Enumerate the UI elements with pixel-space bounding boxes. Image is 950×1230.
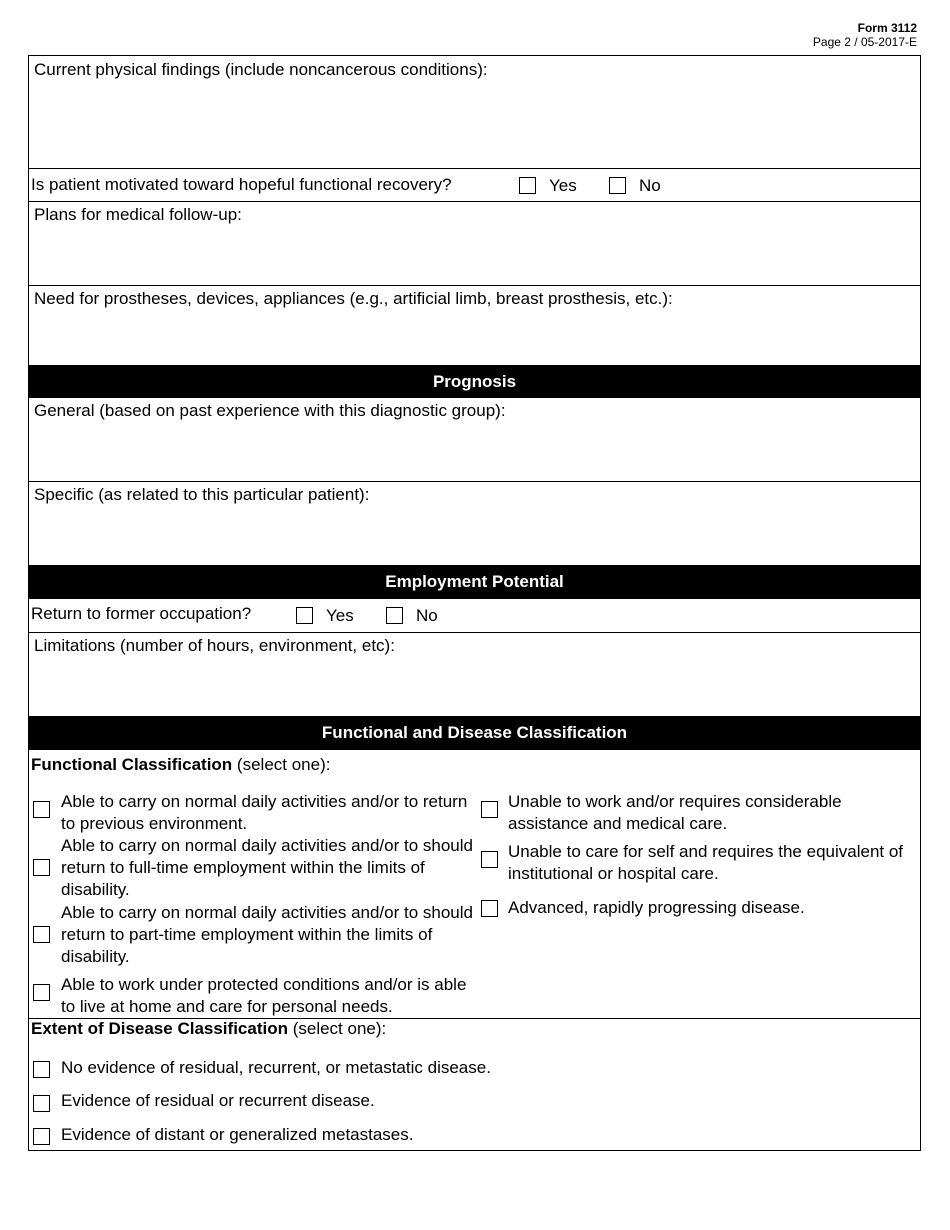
return-occupation-question: Return to former occupation?	[31, 604, 252, 623]
functional-option-label: Unable to work and/or requires considerable assistance and medical care.	[508, 792, 842, 833]
form-number: Form 3112	[857, 21, 917, 35]
plans-followup-field[interactable]	[29, 201, 920, 285]
extent-option-label: No evidence of residual, recurrent, or metastatic disease.	[61, 1058, 491, 1077]
functional-classification-block	[29, 750, 920, 1018]
current-findings-field[interactable]	[29, 56, 920, 168]
motivation-no-label: No	[639, 176, 661, 195]
prognosis-general-label: General (based on past experience with this diagnostic group):	[34, 401, 506, 420]
prognosis-specific-label: Specific (as related to this particular patient):	[34, 485, 370, 504]
current-findings-label: Current physical findings (include noncancerous conditions):	[34, 60, 488, 79]
return-occupation-row	[29, 599, 920, 632]
prognosis-section-header	[29, 365, 920, 398]
functional-option-label: Able to carry on normal daily activities and/or to should return to part-time employment within the limits of disability.	[61, 903, 473, 966]
functional-option-checkbox[interactable]	[33, 926, 50, 943]
functional-option-checkbox[interactable]	[33, 984, 50, 1001]
functional-option-checkbox[interactable]	[481, 801, 498, 818]
functional-classification-suffix: (select one):	[232, 755, 331, 774]
motivation-yes-label: Yes	[549, 176, 577, 195]
prostheses-label: Need for prostheses, devices, appliances (e.g., artificial limb, breast prosthesis, etc.):	[34, 289, 673, 308]
limitations-label: Limitations (number of hours, environment, etc):	[34, 636, 395, 655]
form-header	[813, 22, 917, 50]
extent-classification-heading	[31, 1019, 386, 1039]
extent-option-checkbox[interactable]	[33, 1128, 50, 1145]
prognosis-specific-field[interactable]	[29, 481, 920, 565]
motivation-no-checkbox[interactable]	[609, 177, 626, 194]
functional-option-checkbox[interactable]	[33, 859, 50, 876]
prognosis-general-field[interactable]	[29, 398, 920, 481]
functional-option-checkbox[interactable]	[33, 801, 50, 818]
return-yes-checkbox[interactable]	[296, 607, 313, 624]
classification-title: Functional and Disease Classification	[321, 723, 628, 742]
functional-option-checkbox[interactable]	[481, 900, 498, 917]
extent-option-checkbox[interactable]	[33, 1061, 50, 1078]
motivation-yes-checkbox[interactable]	[519, 177, 536, 194]
functional-option-label: Unable to care for self and requires the equivalent of institutional or hospital care.	[508, 842, 904, 883]
functional-classification-label: Functional Classification	[31, 755, 233, 774]
functional-classification-heading	[31, 755, 330, 775]
motivation-row	[29, 168, 920, 201]
page-info: Page 2 / 05-2017-E	[812, 34, 917, 49]
functional-option-label: Able to work under protected conditions and/or is able to live at home and care for personal needs.	[61, 975, 467, 1016]
functional-option-label: Able to carry on normal daily activities and/or to return to previous environment.	[61, 792, 468, 833]
prostheses-field[interactable]	[29, 285, 920, 365]
extent-classification-label: Extent of Disease Classification	[31, 1019, 288, 1038]
functional-option-checkbox[interactable]	[481, 851, 498, 868]
form-page	[28, 55, 921, 1151]
classification-section-header	[29, 716, 920, 750]
return-no-checkbox[interactable]	[386, 607, 403, 624]
plans-followup-label: Plans for medical follow-up:	[34, 205, 242, 224]
employment-title: Employment Potential	[385, 572, 564, 591]
return-yes-label: Yes	[326, 606, 354, 625]
functional-option-label: Advanced, rapidly progressing disease.	[508, 898, 805, 917]
extent-option-label: Evidence of distant or generalized metastases.	[61, 1125, 414, 1144]
extent-option-label: Evidence of residual or recurrent disease.	[61, 1091, 375, 1110]
extent-option-checkbox[interactable]	[33, 1095, 50, 1112]
return-no-label: No	[416, 606, 438, 625]
limitations-field[interactable]	[29, 632, 920, 716]
employment-section-header	[29, 565, 920, 599]
prognosis-title: Prognosis	[432, 371, 517, 391]
functional-option-label: Able to carry on normal daily activities and/or to should return to full-time employment within the limits of disability.	[61, 836, 473, 899]
extent-classification-suffix: (select one):	[287, 1019, 387, 1038]
motivation-question: Is patient motivated toward hopeful functional recovery?	[31, 175, 452, 194]
extent-classification-block	[29, 1018, 920, 1151]
